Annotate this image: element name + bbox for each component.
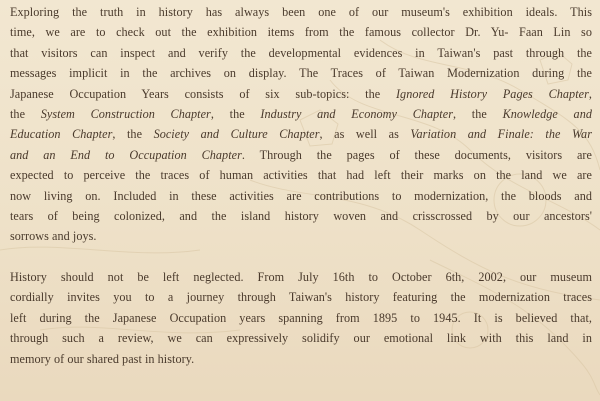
text-segment: , bbox=[588, 86, 592, 101]
text-segment: expected to perceive the traces of human activities that had left their marks on the land we are bbox=[10, 168, 592, 183]
text-line bbox=[10, 186, 592, 206]
text-segment: now living on. Included in these activities are contributions to modernization, the bloods and bbox=[10, 188, 592, 203]
text-segment: the bbox=[10, 106, 41, 121]
text-segment: Japanese Occupation Years consists of six sub-topics: the bbox=[10, 86, 396, 101]
text-segment: that visitors can inspect and verify the developmental evidences in Taiwan's past through the bbox=[10, 45, 592, 60]
paragraph-gap bbox=[10, 247, 592, 267]
italic-chapter-title: System Construction Chapter bbox=[40, 106, 211, 121]
text-line bbox=[10, 84, 592, 104]
text-line bbox=[10, 349, 592, 369]
text-line bbox=[10, 63, 592, 83]
italic-chapter-title: Industry and Economy Chapter bbox=[260, 106, 453, 121]
text-line bbox=[10, 287, 592, 307]
text-line bbox=[10, 124, 592, 144]
text-segment: cordially invites you to a journey through Taiwan's history featuring the modernization traces bbox=[10, 290, 592, 305]
text-segment: tears of being colonized, and the island history woven and crisscrossed by our ancestors' bbox=[10, 208, 592, 223]
text-segment: . Through the pages of these documents, visitors are bbox=[241, 147, 592, 162]
text-segment: sorrows and joys. bbox=[10, 229, 97, 244]
text-line bbox=[10, 145, 592, 165]
text-line bbox=[10, 165, 592, 185]
paragraph-1 bbox=[10, 2, 592, 247]
italic-chapter-title: Society and Culture Chapter bbox=[153, 127, 320, 142]
italic-chapter-title: Variation and Finale: the War bbox=[410, 127, 592, 142]
text-line bbox=[10, 206, 592, 226]
paragraph-2 bbox=[10, 267, 592, 369]
text-segment: memory of our shared past in history. bbox=[10, 351, 195, 366]
document-body bbox=[10, 2, 592, 369]
text-segment: , the bbox=[112, 127, 154, 142]
text-line bbox=[10, 267, 592, 287]
italic-chapter-title: Ignored History Pages Chapter bbox=[395, 86, 589, 101]
text-line bbox=[10, 226, 592, 246]
text-line bbox=[10, 308, 592, 328]
text-line bbox=[10, 104, 592, 124]
text-line bbox=[10, 328, 592, 348]
italic-chapter-title: Knowledge and bbox=[502, 106, 592, 121]
italic-chapter-title: and an End to Occupation Chapter bbox=[10, 147, 242, 162]
text-segment: , the bbox=[210, 106, 261, 121]
text-segment: , the bbox=[453, 106, 503, 121]
italic-chapter-title: Education Chapter bbox=[10, 127, 113, 142]
text-line bbox=[10, 43, 592, 63]
text-segment: History should not be left neglected. From July 16th to October 6th, 2002, our museum bbox=[10, 270, 592, 285]
text-segment: left during the Japanese Occupation years spanning from 1895 to 1945. It is believed that, bbox=[10, 310, 592, 325]
text-segment: through such a review, we can expressively solidify our emotional link with this land in bbox=[10, 331, 592, 346]
text-segment: messages implicit in the archives on display. The Traces of Taiwan Modernization during the bbox=[10, 66, 592, 81]
text-line bbox=[10, 2, 592, 22]
text-segment: , as well as bbox=[319, 127, 411, 142]
text-segment: Exploring the truth in history has always been one of our museum's exhibition ideals. This bbox=[10, 5, 592, 19]
text-line bbox=[10, 22, 592, 42]
text-segment: time, we are to check out the exhibition items from the famous collector Dr. Yu- Faan Lin so bbox=[10, 25, 592, 40]
